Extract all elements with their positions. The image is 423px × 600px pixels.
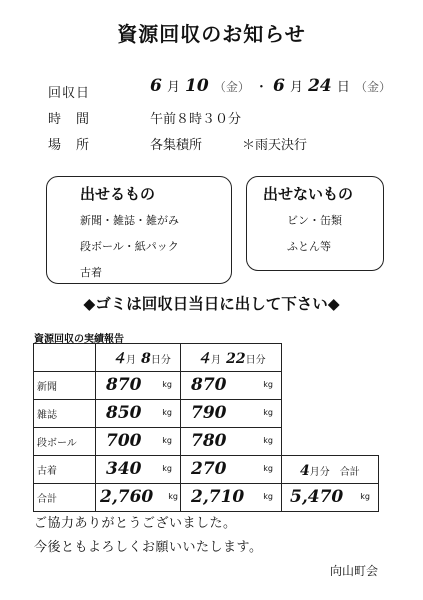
acceptable-item: 新聞・雑誌・雑がみ xyxy=(80,214,179,227)
time-label: 時 間 xyxy=(48,112,91,127)
thanks-line-2: 今後ともよろしくお願いいたします。 xyxy=(34,540,263,555)
value-day-1: 340 xyxy=(106,459,142,479)
thanks-line-1: ご協力ありがとうございました。 xyxy=(34,516,237,531)
header-day-num-1: 8 xyxy=(141,351,151,367)
date-nichi-2: 日 xyxy=(336,80,350,95)
total-suffix: 月分 合計 xyxy=(309,467,360,478)
page-title: 資源回収のお知らせ xyxy=(117,22,306,46)
date-tsuki-2: 月 xyxy=(289,80,303,95)
date-month-1: 6 xyxy=(150,76,162,96)
header-day-num-2: 22 xyxy=(226,351,246,367)
unacceptable-item: ビン・缶類 xyxy=(287,214,342,227)
unit-kg: kg xyxy=(162,436,172,445)
unit-kg: kg xyxy=(263,492,273,501)
unit-kg: kg xyxy=(263,436,273,445)
unit-kg: kg xyxy=(162,380,172,389)
value-cell xyxy=(181,400,282,428)
value-day-2: 790 xyxy=(191,403,227,423)
total-month: 4 xyxy=(300,463,310,479)
unit-kg: kg xyxy=(168,492,178,501)
row-label: 新聞 xyxy=(34,372,96,400)
unit-kg: kg xyxy=(360,492,370,501)
value-cell xyxy=(96,428,181,456)
collection-dates xyxy=(150,76,391,96)
rain-note: ＊雨天決行 xyxy=(242,138,308,153)
date-dow-1: （金） xyxy=(213,80,250,94)
acceptable-items-box xyxy=(46,176,232,284)
table-row xyxy=(34,484,379,512)
place-label: 場 所 xyxy=(48,138,91,153)
value-day-1: 870 xyxy=(106,375,142,395)
unit-kg: kg xyxy=(263,408,273,417)
value-cell xyxy=(181,372,282,400)
time-value: 午前８時３０分 xyxy=(150,112,242,127)
table-row xyxy=(34,400,379,428)
unacceptable-title: 出せないもの xyxy=(263,185,354,203)
monthly-total-header xyxy=(282,456,379,484)
value-day-2: 270 xyxy=(191,459,227,479)
value-day-1: 850 xyxy=(106,403,142,423)
value-cell xyxy=(96,372,181,400)
value-day-2: 780 xyxy=(191,431,227,451)
header-day-2 xyxy=(181,344,282,372)
value-cell xyxy=(96,456,181,484)
header-day-1 xyxy=(96,344,181,372)
unit-kg: kg xyxy=(263,380,273,389)
value-cell xyxy=(96,400,181,428)
monthly-total-value xyxy=(282,484,379,512)
table-row xyxy=(34,428,379,456)
acceptable-item: 古着 xyxy=(80,266,102,279)
row-label: 合計 xyxy=(34,484,96,512)
unit-kg: kg xyxy=(162,408,172,417)
header-tsuki-1: 月 xyxy=(126,355,136,366)
place-value: 各集積所 xyxy=(150,138,203,153)
row-label: 雑誌 xyxy=(34,400,96,428)
report-title: 資源回収の実績報告 xyxy=(34,334,124,345)
row-label: 段ボール xyxy=(34,428,96,456)
value-cell xyxy=(181,484,282,512)
header-corner xyxy=(34,344,96,372)
value-day-1: 700 xyxy=(106,431,142,451)
header-month-1: ４ xyxy=(112,351,126,367)
date-dow-2: （金） xyxy=(354,80,391,94)
value-cell xyxy=(181,428,282,456)
value-day-2: 870 xyxy=(191,375,227,395)
date-day-2: 24 xyxy=(308,76,332,96)
unacceptable-item: ふとん等 xyxy=(287,240,331,253)
value-day-1: 2,760 xyxy=(100,487,154,507)
acceptable-item: 段ボール・紙パック xyxy=(80,240,179,253)
report-table xyxy=(33,343,379,512)
date-tsuki-1: 月 xyxy=(166,80,180,95)
unit-kg: kg xyxy=(263,464,273,473)
value-cell xyxy=(96,484,181,512)
value-cell xyxy=(181,456,282,484)
date-label: 回収日 xyxy=(48,86,91,101)
unit-kg: kg xyxy=(162,464,172,473)
unacceptable-items-box xyxy=(246,176,384,271)
date-separator: ・ xyxy=(254,80,268,95)
header-month-2: ４ xyxy=(197,351,211,367)
date-month-2: 6 xyxy=(273,76,285,96)
row-label: 古着 xyxy=(34,456,96,484)
header-suffix-2: 日分 xyxy=(245,355,266,366)
total-value: 5,470 xyxy=(290,487,344,507)
header-tsuki-2: 月 xyxy=(211,355,221,366)
table-header-row xyxy=(34,344,379,372)
value-day-2: 2,710 xyxy=(191,487,245,507)
acceptable-title: 出せるもの xyxy=(80,185,156,203)
organization-name: 向山町会 xyxy=(330,564,379,578)
collection-notice: ◆ゴミは回収日当日に出して下さい◆ xyxy=(83,295,340,313)
table-row xyxy=(34,372,379,400)
date-day-1: 10 xyxy=(185,76,209,96)
header-suffix-1: 日分 xyxy=(150,355,171,366)
table-row xyxy=(34,456,379,484)
